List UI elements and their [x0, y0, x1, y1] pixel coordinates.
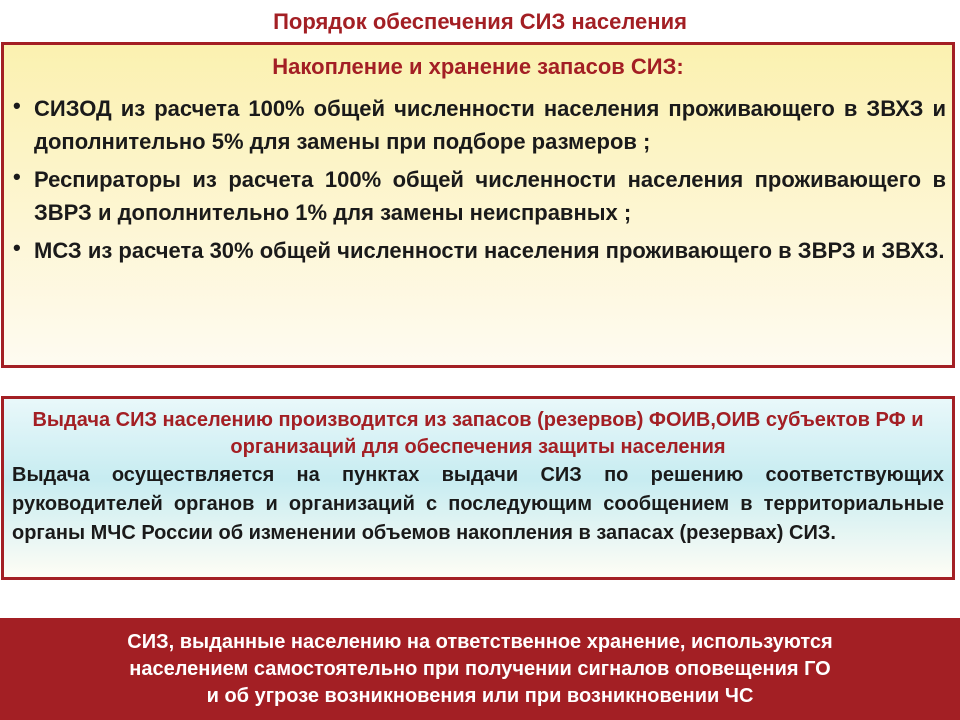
banner-line-3: и об угрозе возникновения или при возникновении ЧС: [206, 685, 754, 707]
storage-item-text: Респираторы из расчета 100% общей численности населения проживающего в ЗВРЗ и дополнительно 1% для замены неисправных ;: [34, 167, 946, 225]
bottom-banner: [0, 618, 960, 720]
bullet-icon: •: [13, 235, 21, 260]
slide-title: Порядок обеспечения СИЗ населения: [273, 9, 687, 34]
storage-item-msz: [4, 234, 952, 267]
banner-line-1: СИЗ, выданные населению на ответственное хранение, используются: [127, 631, 833, 653]
banner-line-2: населением самостоятельно при получении сигналов оповещения ГО: [129, 658, 831, 680]
storage-heading: Накопление и хранение запасов СИЗ:: [272, 54, 684, 79]
storage-item-sizod: [4, 92, 952, 158]
storage-item-text: СИЗОД из расчета 100% общей численности населения проживающего в ЗВХЗ и дополнительно 5% для замены при подборе размеров ;: [34, 96, 946, 154]
storage-item-respirators: [4, 163, 952, 229]
bullet-icon: •: [13, 164, 21, 189]
storage-panel: [1, 42, 955, 368]
storage-item-text: МСЗ из расчета 30% общей численности населения проживающего в ЗВРЗ и ЗВХЗ.: [34, 238, 945, 263]
issue-text: Выдача осуществляется на пунктах выдачи СИЗ по решению соответствующих руководителей органов и организаций с последующим сообщением в территориальные органы МЧС России об изменении объемов накопления в запасах (резервах) СИЗ.: [12, 464, 944, 544]
issue-heading: Выдача СИЗ населению производится из запасов (резервов) ФОИВ,ОИВ субъектов РФ и организаций для обеспечения защиты населения: [32, 409, 924, 458]
issue-panel: [1, 396, 955, 580]
bullet-icon: •: [13, 93, 21, 118]
storage-list: [4, 92, 952, 272]
